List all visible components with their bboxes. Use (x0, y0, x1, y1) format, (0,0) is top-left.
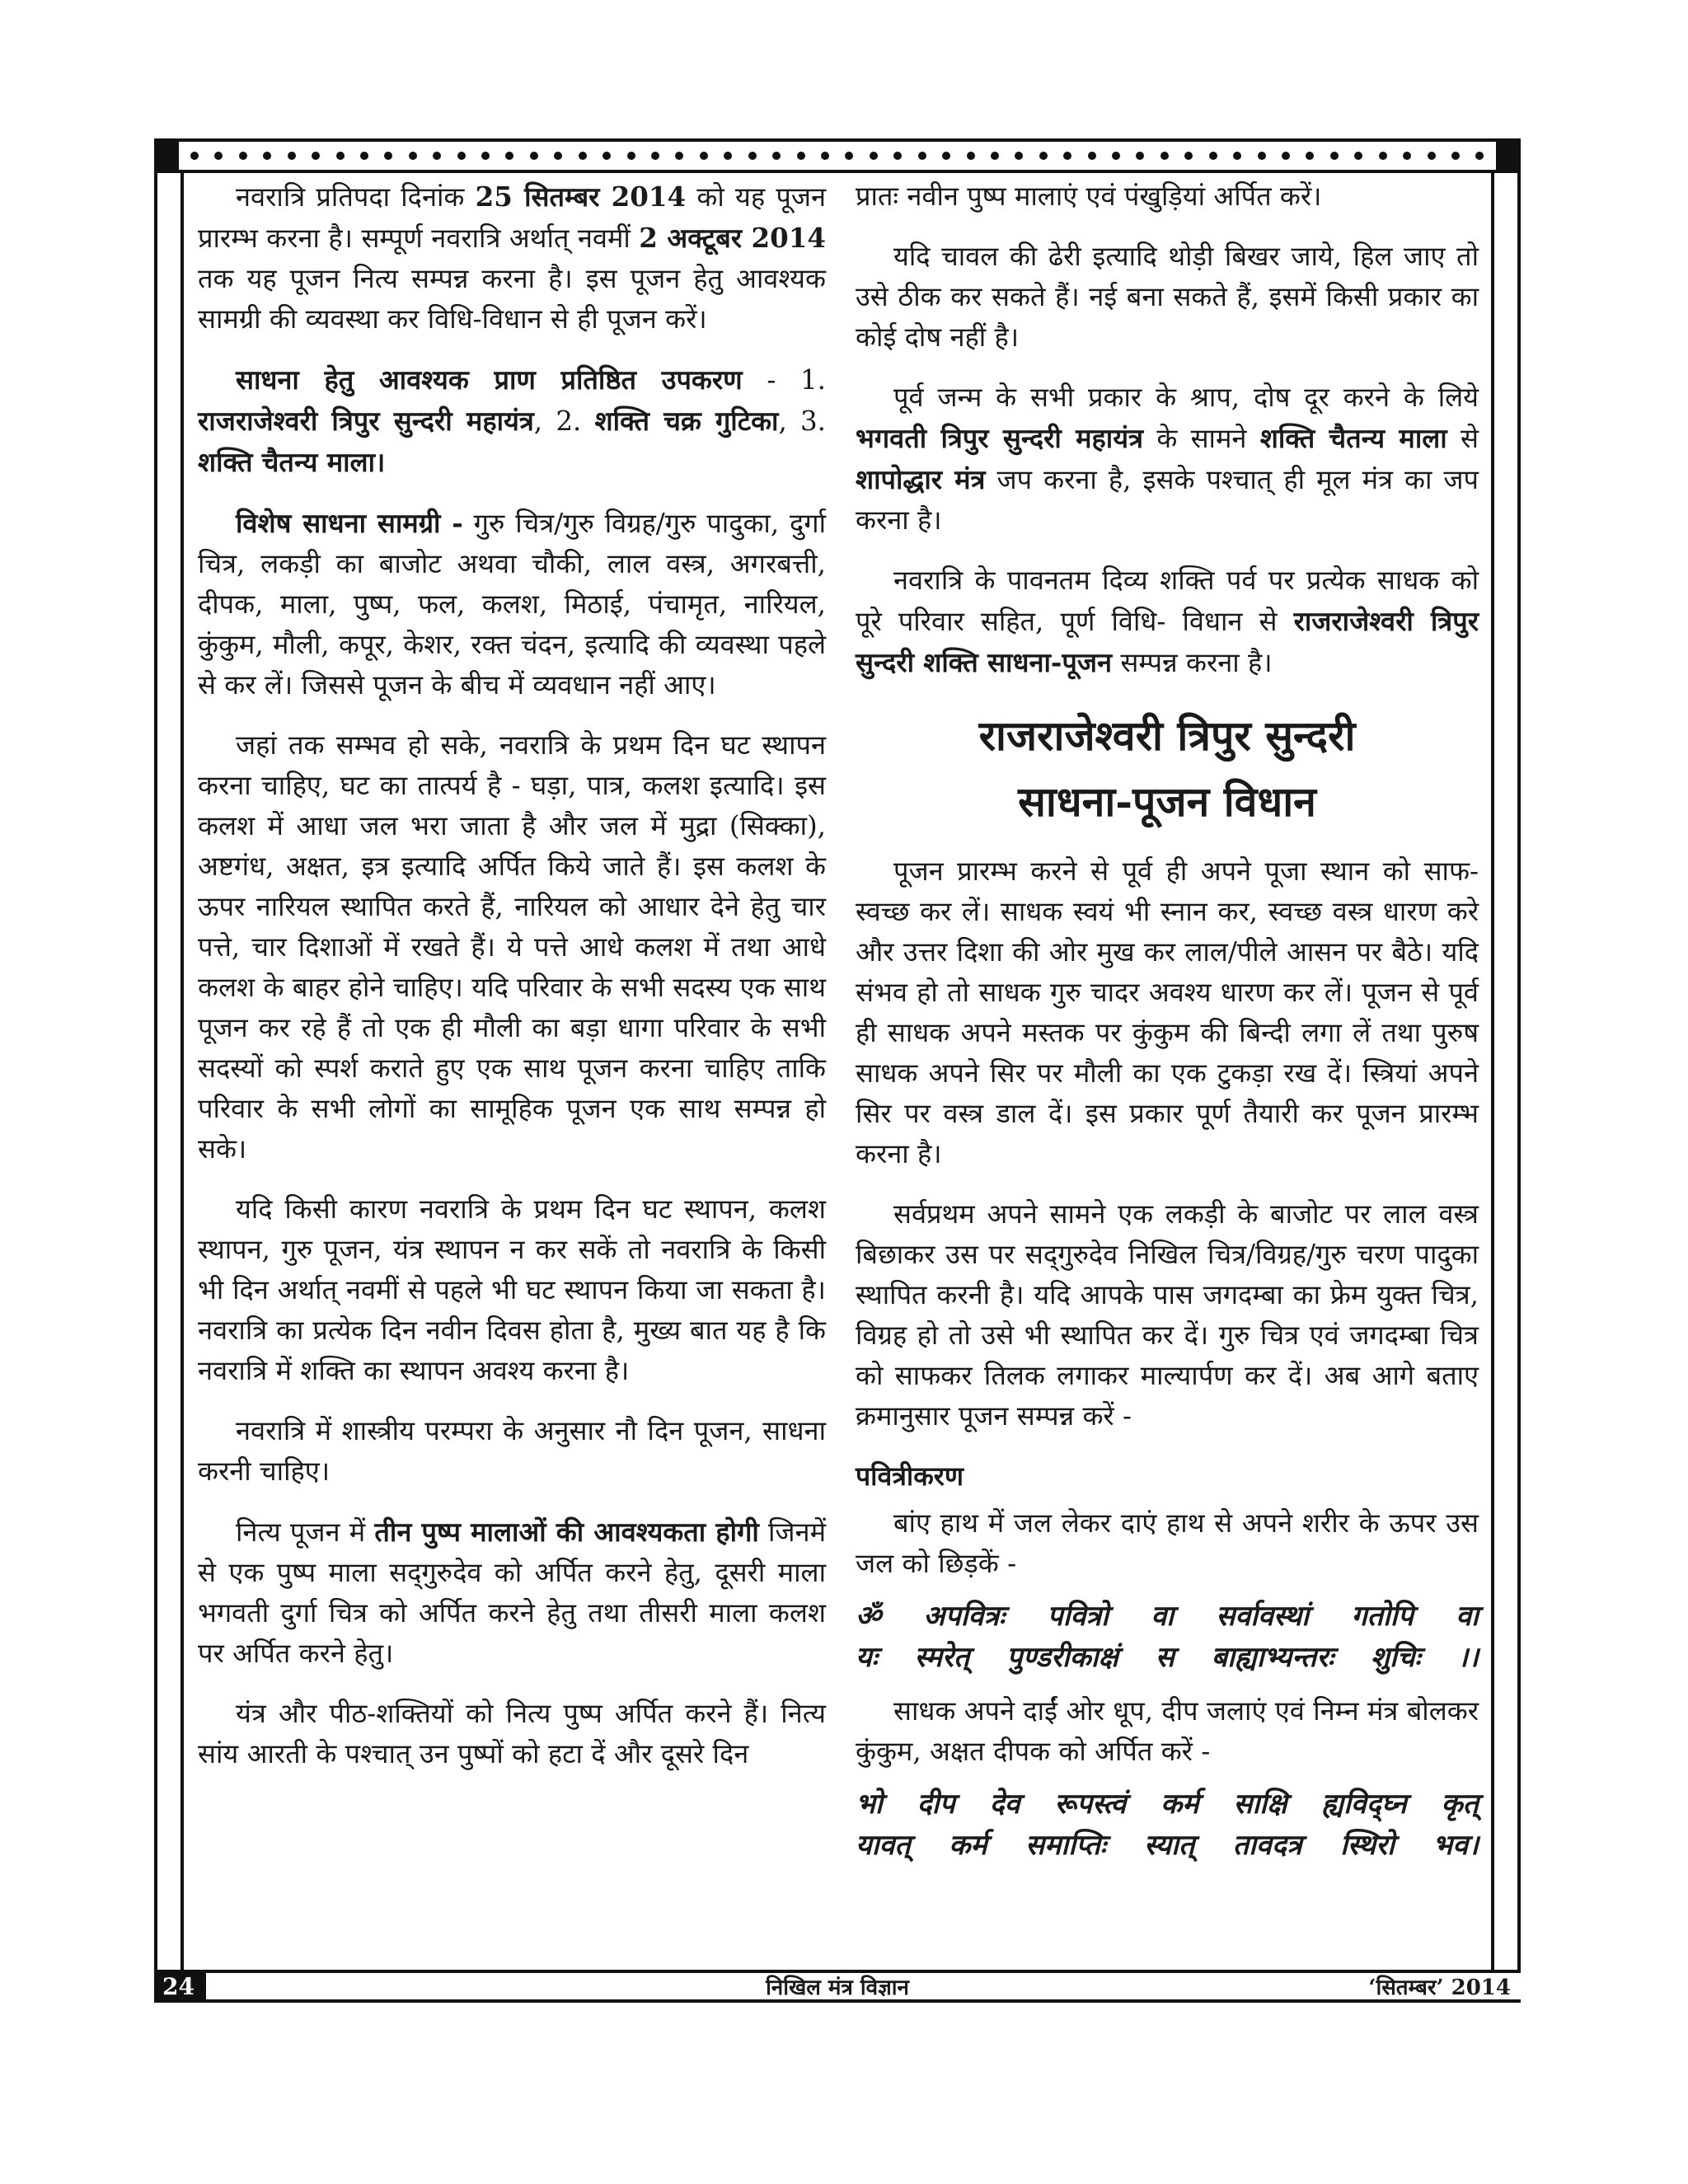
header-dot (409, 152, 417, 160)
header-dot (530, 152, 538, 160)
body-paragraph: यदि चावल की ढेरी इत्यादि थोड़ी बिखर जाये, हिल जाए तो उसे ठीक कर सकते हैं। नई बना सकते हैं, इसमें किसी प्रकार का कोई दोष नहीं है। (856, 241, 1479, 353)
header-dot (1258, 152, 1266, 160)
body-paragraph: नवरात्रि के पावनतम दिव्य शक्ति पर्व पर प्रत्येक साधक को पूरे परिवार सहित, पूर्ण विधि- विधान से राजराजेश्वरी त्रिपुर सुन्दरी शक्ति साधना-पूजन सम्पन्न करना है। (856, 565, 1479, 678)
header-dot (457, 152, 466, 160)
header-dot (870, 152, 878, 160)
header-dot (263, 152, 271, 160)
page-footer (154, 1970, 1521, 2003)
header-dot (1451, 152, 1460, 160)
header-dot (554, 152, 562, 160)
header-dot (724, 152, 732, 160)
header-dot (336, 152, 345, 160)
header-dot (1063, 152, 1071, 160)
header-dot (1330, 152, 1339, 160)
header-dot (942, 152, 950, 160)
header-dot (190, 152, 199, 160)
mantra-verse (856, 1783, 1479, 1866)
mantra-line: भो दीप देव रूपस्त्वं कर्म साक्षि ह्यविद्घ्न कृत् (856, 1788, 1479, 1821)
body-paragraph: विशेष साधना सामग्री - गुरु चित्र/गुरु विग्रह/गुरु पादुका, दुर्गा चित्र, लकड़ी का बाजोट अथवा चौकी, लाल वस्त्र, अगरबत्ती, दीपक, माला, पुष्प, फल, कलश, मिठाई, पंचामृत, नारियल, कुंकुम, मौली, कपूर, केशर, रक्त चंदन, इत्यादि की व्यवस्था पहले से कर लें। जिससे पूजन के बीच में व्यवधान नहीं आए। (198, 507, 826, 701)
header-dot (1160, 152, 1169, 160)
body-paragraph: साधक अपने दाईं ओर धूप, दीप जलाएं एवं निम्न मंत्र बोलकर कुंकुम, अक्षत दीपक को अर्पित करें - (856, 1695, 1479, 1767)
body-paragraph: यंत्र और पीठ-शक्तियों को नित्य पुष्प अर्पित करने हैं। नित्य सांय आरती के पश्चात् उन पुष्पों को हटा दें और दूसरे दिन (198, 1698, 826, 1769)
body-paragraph: जहां तक सम्भव हो सके, नवरात्रि के प्रथम दिन घट स्थापन करना चाहिए, घट का तात्पर्य है - घड़ा, पात्र, कलश इत्यादि। इस कलश में आधा जल भरा जाता है और जल में मुद्रा (सिक्का), अष्टगंध, अक्षत, इत्र इत्यादि अर्पित किये जाते हैं। इस कलश के ऊपर नारियल स्थापित करते हैं, नारियल को आधार देने हेतु चार पत्ते, चार दिशाओं में रखते हैं। ये पत्ते आधे कलश में तथा आधे कलश के बाहर होने चाहिए। यदि परिवार के सभी सदस्य एक साथ पूजन कर रहे हैं तो एक ही मौली का बड़ा धागा परिवार के सभी सदस्यों को स्पर्श कराते हुए एक साथ पूजन करना चाहिए ताकि परिवार के सभी लोगों का सामूहिक पूजन एक साथ सम्पन्न हो सके। (198, 729, 826, 1165)
header-dot (1379, 152, 1387, 160)
header-dot (651, 152, 659, 160)
header-dot (675, 152, 683, 160)
magazine-title: निखिल मंत्र विज्ञान (766, 1975, 909, 2000)
header-dot (1039, 152, 1048, 160)
header-dot (1354, 152, 1362, 160)
right-column (856, 176, 1479, 1879)
header-endcap-left (154, 138, 179, 173)
header-dot (1403, 152, 1411, 160)
mantra-line: यावत् कर्म समाप्तिः स्यात् तावदत्र स्थिरो भव। (856, 1829, 1479, 1862)
body-paragraph: नित्य पूजन में तीन पुष्प मालाओं की आवश्यकता होगी जिनमें से एक पुष्प माला सद्‌गुरुदेव को अर्पित करने हेतु, दूसरी माला भगवती दुर्गा चित्र को अर्पित करने हेतु तथा तीसरी माला कलश पर अर्पित करने हेतु। (198, 1516, 826, 1669)
header-dot (384, 152, 392, 160)
section-heading-line: राजराजेश्वरी त्रिपुर सुन्दरी (978, 711, 1356, 760)
body-paragraph: प्रातः नवीन पुष्प मालाएं एवं पंखुड़ियां अर्पित करें। (856, 180, 1322, 212)
page-number: 24 (154, 1973, 206, 1999)
sub-heading: पवित्रीकरण (856, 1460, 964, 1492)
body-paragraph: बांए हाथ में जल लेकर दाएं हाथ से अपने शरीर के ऊपर उस जल को छिड़कें - (856, 1507, 1479, 1579)
section-heading (856, 703, 1479, 835)
header-dot-border (154, 138, 1521, 173)
body-paragraph: पूर्व जन्म के सभी प्रकार के श्राप, दोष दूर करने के लिये भगवती त्रिपुर सुन्दरी महायंत्र के सामने शक्ति चैतन्य माला से शापोद्धार मंत्र जप करना है, इसके पश्चात् ही मूल मंत्र का जप करना है। (856, 382, 1479, 536)
header-dot (748, 152, 757, 160)
header-dot (1428, 152, 1436, 160)
body-paragraph: सर्वप्रथम अपने सामने एक लकड़ी के बाजोट पर लाल वस्त्र बिछाकर उस पर सद्‌गुरुदेव निखिल चित्र/विग्रह/गुरु चरण पादुका स्थापित करनी है। यदि आपके पास जगदम्बा का फ्रेम युक्त चित्र, विग्रह हो तो उसे भी स्थापित कर दें। गुरु चित्र एवं जगदम्बा चित्र को साफकर तिलक लगाकर माल्यार्पण कर दें। अब आगे बताए क्रमानुसार पूजन सम्पन्न करें - (856, 1198, 1479, 1432)
header-dot (1112, 152, 1120, 160)
issue-date: ‘सितम्बर’ 2014 (1368, 1975, 1511, 2000)
header-dot (1088, 152, 1096, 160)
header-dot (1209, 152, 1217, 160)
header-dot (1233, 152, 1241, 160)
header-dot (918, 152, 926, 160)
header-dot (821, 152, 829, 160)
header-dot (214, 152, 223, 160)
left-margin-rule (154, 170, 184, 1973)
header-dot (1475, 152, 1484, 160)
header-dot (603, 152, 611, 160)
header-dot (505, 152, 513, 160)
header-dot (1282, 152, 1290, 160)
header-dot (967, 152, 975, 160)
mantra-line: यः स्मरेत् पुण्डरीकाक्षं स बाह्याभ्यन्तरः शुचिः ।। (856, 1641, 1479, 1674)
header-dot (239, 152, 247, 160)
header-dot (1015, 152, 1023, 160)
header-dot (1184, 152, 1193, 160)
header-dot (1136, 152, 1144, 160)
body-paragraph: साधना हेतु आवश्यक प्राण प्रतिष्ठित उपकरण - 1. राजराजेश्वरी त्रिपुर सुन्दरी महायंत्र, 2. शक्ति चक्र गुटिका, 3. शक्ति चैतन्य माला। (198, 363, 826, 478)
header-dot (579, 152, 587, 160)
header-dot (627, 152, 635, 160)
header-dot (1306, 152, 1314, 160)
header-dot (893, 152, 902, 160)
header-dot (797, 152, 805, 160)
body-paragraph: नवरात्रि में शास्त्रीय परम्परा के अनुसार नौ दिन पूजन, साधना करनी चाहिए। (198, 1415, 826, 1487)
right-margin-rule (1491, 170, 1521, 1973)
header-dot (481, 152, 490, 160)
header-endcap-right (1496, 138, 1521, 173)
mantra-line: ॐ अपवित्रः पवित्रो वा सर्वावस्थां गतोपि वा (856, 1600, 1479, 1633)
section-heading-line: साधना-पूजन विधान (1018, 777, 1316, 826)
header-dot (312, 152, 320, 160)
body-paragraph: यदि किसी कारण नवरात्रि के प्रथम दिन घट स्थापन, कलश स्थापन, गुरु पूजन, यंत्र स्थापन न कर सकें तो नवरात्रि के किसी भी दिन अर्थात् नवमीं से पहले भी घट स्थापन किया जा सकता है। नवरात्रि का प्रत्येक दिन नवीन दिवस होता है, मुख्य बात यह है कि नवरात्रि में शक्ति का स्थापन अवश्य करना है। (198, 1193, 826, 1386)
header-dot (360, 152, 368, 160)
header-dot (433, 152, 441, 160)
header-dot (845, 152, 853, 160)
header-dot (991, 152, 999, 160)
header-dot (772, 152, 781, 160)
body-paragraph: नवरात्रि प्रतिपदा दिनांक 25 सितम्बर 2014 को यह पूजन प्रारम्भ करना है। सम्पूर्ण नवरात्रि अर्थात् नवमीं 2 अक्टूबर 2014 तक यह पूजन नित्य सम्पन्न करना है। इस पूजन हेतु आवश्यक सामग्री की व्यवस्था कर विधि-विधान से ही पूजन करें। (198, 180, 827, 335)
body-paragraph: पूजन प्रारम्भ करने से पूर्व ही अपने पूजा स्थान को साफ-स्वच्छ कर लें। साधक स्वयं भी स्नान कर, स्वच्छ वस्त्र धारण करे और उत्तर दिशा की ओर मुख कर लाल/पीले आसन पर बैठे। यदि संभव हो तो साधक गुरु चादर अवश्य धारण कर लें। पूजन से पूर्व ही साधक अपने मस्तक पर कुंकुम की बिन्दी लगा लें तथा पुरुष साधक अपने सिर पर मौली का एक टुकड़ा रख दें। स्त्रियां अपने सिर पर वस्त्र डाल दें। इस प्रकार पूर्ण तैयारी कर पूजन प्रारम्भ करना है। (856, 855, 1479, 1169)
header-dots (190, 142, 1484, 170)
header-dot (700, 152, 708, 160)
left-column (198, 176, 826, 1794)
header-dot (288, 152, 296, 160)
mantra-verse (856, 1596, 1479, 1678)
